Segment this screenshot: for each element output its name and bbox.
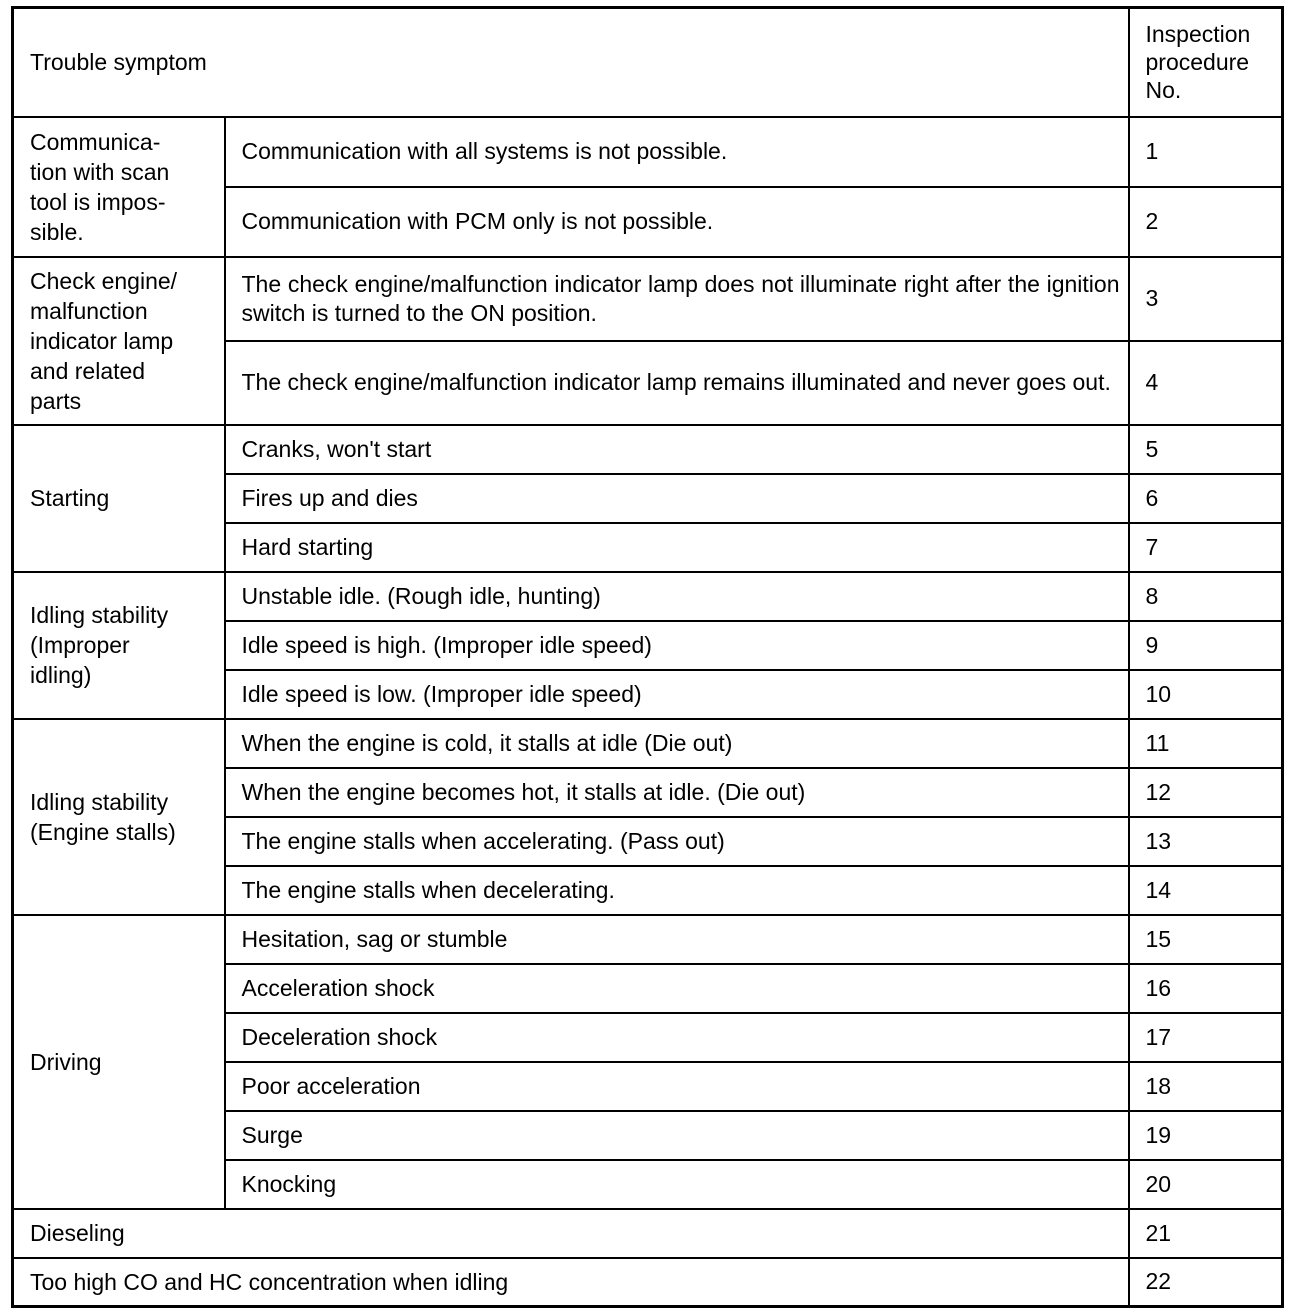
procedure-number: 19 — [1129, 1111, 1283, 1160]
category-driving — [13, 915, 225, 1209]
symptom-cell: Hesitation, sag or stumble — [225, 915, 1129, 964]
inspection-procedure-header — [1129, 8, 1283, 117]
symptom-cell: When the engine is cold, it stalls at idle (Die out) — [225, 719, 1129, 768]
procedure-number: 17 — [1129, 1013, 1283, 1062]
procedure-number: 3 — [1129, 257, 1283, 341]
symptom-cell: Idle speed is low. (Improper idle speed) — [225, 670, 1129, 719]
procedure-number: 22 — [1129, 1258, 1283, 1307]
header-line: Inspection — [1145, 21, 1251, 48]
symptom-cell: The engine stalls when accelerating. (Pass out) — [225, 817, 1129, 866]
symptom-cell: Acceleration shock — [225, 964, 1129, 1013]
procedure-number: 4 — [1129, 341, 1283, 425]
procedure-number: 9 — [1129, 621, 1283, 670]
category-starting — [13, 425, 225, 572]
header-row — [13, 8, 1283, 117]
symptom-cell: Surge — [225, 1111, 1129, 1160]
symptom-cell-dieseling: Dieseling — [13, 1209, 1129, 1258]
symptom-cell: Unstable idle. (Rough idle, hunting) — [225, 572, 1129, 621]
table-row — [13, 915, 1283, 964]
category-line: parts — [30, 387, 82, 414]
category-line: idling) — [30, 662, 92, 688]
inspection-procedure-sheet — [11, 6, 1284, 1308]
table-row — [13, 425, 1283, 474]
symptom-cell: Deceleration shock — [225, 1013, 1129, 1062]
category-line: sible. — [30, 218, 84, 245]
symptom-cell: Poor acceleration — [225, 1062, 1129, 1111]
procedure-number: 10 — [1129, 670, 1283, 719]
table-row — [13, 257, 1283, 341]
procedure-number: 15 — [1129, 915, 1283, 964]
procedure-number: 18 — [1129, 1062, 1283, 1111]
category-line: Starting — [30, 485, 110, 511]
procedure-number: 1 — [1129, 117, 1283, 187]
procedure-number: 11 — [1129, 719, 1283, 768]
category-line: malfunction — [30, 297, 148, 324]
category-line: Communica- — [30, 128, 161, 155]
category-line: Idling stability — [30, 788, 169, 815]
table-row — [13, 1258, 1283, 1307]
symptom-cell: The engine stalls when decelerating. — [225, 866, 1129, 915]
header-line: No. — [1145, 77, 1182, 104]
symptom-cell: Hard starting — [225, 523, 1129, 572]
category-line: tion with scan — [30, 158, 170, 185]
header-line: procedure — [1145, 49, 1250, 76]
symptom-cell: Idle speed is high. (Improper idle speed) — [225, 621, 1129, 670]
category-communication — [13, 117, 225, 257]
category-check-engine-lamp — [13, 257, 225, 425]
procedure-number: 2 — [1129, 187, 1283, 257]
symptom-cell: Fires up and dies — [225, 474, 1129, 523]
symptom-cell-co-hc: Too high CO and HC concentration when idling — [13, 1258, 1129, 1307]
category-line: Driving — [30, 1048, 102, 1075]
category-line: (Improper — [30, 632, 130, 658]
symptom-cell: The check engine/malfunction indicator lamp remains illuminated and never goes out. — [225, 341, 1129, 425]
procedure-number: 7 — [1129, 523, 1283, 572]
table-row — [13, 572, 1283, 621]
trouble-symptom-header: Trouble symptom — [13, 8, 1129, 117]
procedure-number: 13 — [1129, 817, 1283, 866]
symptom-cell: The check engine/malfunction indicator lamp does not illuminate right after the ignition switch is turned to the ON position. — [225, 257, 1129, 341]
table-row — [13, 117, 1283, 187]
procedure-number: 21 — [1129, 1209, 1283, 1258]
symptom-cell: Knocking — [225, 1160, 1129, 1209]
procedure-number: 6 — [1129, 474, 1283, 523]
category-line: Check engine/ — [30, 267, 178, 294]
procedure-number: 16 — [1129, 964, 1283, 1013]
trouble-symptom-table — [11, 6, 1284, 1308]
category-line: Idling stability — [30, 602, 169, 628]
category-idling-engine-stalls — [13, 719, 225, 915]
category-line: indicator lamp — [30, 327, 174, 354]
table-row — [13, 719, 1283, 768]
category-line: tool is impos- — [30, 188, 166, 215]
symptom-cell: When the engine becomes hot, it stalls at idle. (Die out) — [225, 768, 1129, 817]
category-line: and related — [30, 357, 146, 384]
category-line: (Engine stalls) — [30, 818, 176, 845]
symptom-cell: Cranks, won't start — [225, 425, 1129, 474]
table-row — [13, 1209, 1283, 1258]
procedure-number: 14 — [1129, 866, 1283, 915]
procedure-number: 12 — [1129, 768, 1283, 817]
procedure-number: 20 — [1129, 1160, 1283, 1209]
category-idling-improper — [13, 572, 225, 719]
procedure-number: 8 — [1129, 572, 1283, 621]
symptom-cell: Communication with all systems is not possible. — [225, 117, 1129, 187]
procedure-number: 5 — [1129, 425, 1283, 474]
symptom-cell: Communication with PCM only is not possible. — [225, 187, 1129, 257]
